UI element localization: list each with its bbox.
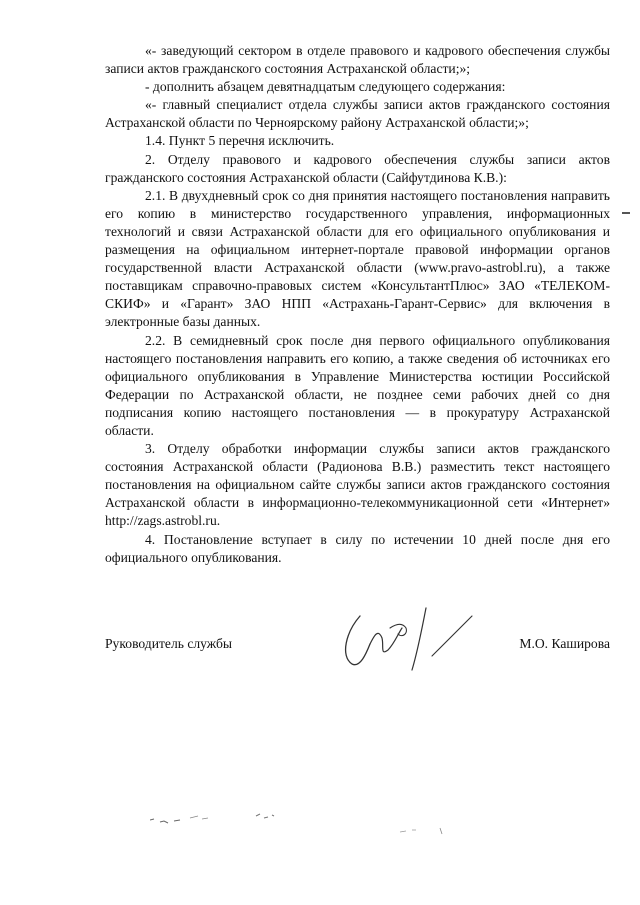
paragraph-6: 2.1. В двухдневный срок со дня принятия настоящего постановления направить его копию в министерство государственного управления, информационных технологий и связи Астраханской области для его официального опубликования и размещения на официальном интернет-портале правовой информации органов государственной власти Астраханской области (www.pravo-astrobl.ru), а также поставщикам справочно-правовых систем «КонсультантПлюс» ЗАО «ТЕЛЕКОМ-СКИФ» и «Гарант» ЗАО НПП «Астрахань-Гарант-Сервис» для включения в электронные базы данных. (105, 187, 610, 330)
document-body (105, 42, 610, 567)
signatory-name: М.О. Каширова (519, 636, 610, 651)
signatory-position: Руководитель службы (105, 636, 233, 651)
paragraph-9: 4. Постановление вступает в силу по истечении 10 дней после дня его официального опубликования. (105, 531, 610, 565)
paragraph-4: 1.4. Пункт 5 перечня исключить. (145, 133, 335, 149)
handwritten-signature (332, 598, 492, 678)
scan-specks (150, 812, 470, 842)
paragraph-1: «- заведующий сектором в отделе правового и кадрового обеспечения службы записи актов гражданского состояния Астраханской области;»; (105, 43, 610, 77)
paragraph-3: «- главный специалист отдела службы записи актов гражданского состояния Астраханской области по Черноярскому району Астраханской области;»; (105, 97, 610, 131)
paragraph-5: 2. Отделу правового и кадрового обеспечения службы записи актов гражданского состояния Астраханской области (Сайфутдинова К.В.): (105, 151, 610, 185)
paragraph-8: 3. Отделу обработки информации службы записи актов гражданского состояния Астраханской области (Радионова В.В.) разместить текст настоящего постановления на официальном сайте службы записи актов гражданского состояния Астраханской области в информационно-телекоммуникационной сети «Интернет» http://zags.astrobl.ru. (105, 441, 610, 529)
paragraph-2: - дополнить абзацем девятнадцатым следующего содержания: (145, 79, 506, 95)
margin-mark (622, 212, 630, 214)
paragraph-7: 2.2. В семидневный срок после дня первого официального опубликования настоящего постановления направить его копию, а также сведения об источниках его официального опубликования в Управление Министерства юстиции Российской Федерации по Астраханской области, не позднее семи рабочих дней со дня подписания копию настоящего постановления — в прокуратуру Астраханской области. (105, 332, 610, 438)
